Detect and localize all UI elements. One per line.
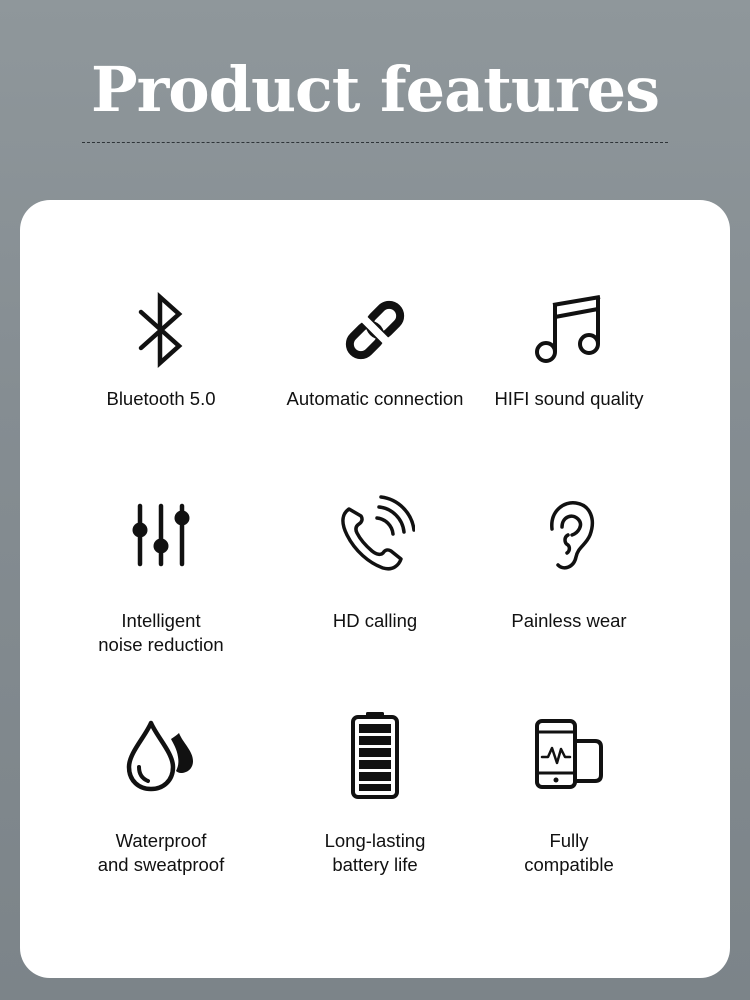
battery-icon xyxy=(275,710,475,800)
equalizer-icon xyxy=(61,490,261,580)
feature-painless-wear xyxy=(469,490,669,633)
feature-waterproof xyxy=(61,710,261,877)
feature-battery xyxy=(275,710,475,877)
feature-bluetooth xyxy=(61,285,261,411)
feature-hifi-sound xyxy=(469,285,669,411)
feature-label: Intelligent noise reduction xyxy=(98,610,224,655)
music-note-icon xyxy=(469,285,669,375)
feature-label: Automatic connection xyxy=(286,388,464,409)
phone-call-icon xyxy=(275,490,475,580)
ear-icon xyxy=(469,490,669,580)
feature-fully-compatible xyxy=(469,710,669,877)
title-divider xyxy=(82,142,668,143)
water-drop-icon xyxy=(61,710,261,800)
feature-label: Painless wear xyxy=(511,610,627,631)
feature-label: Fully compatible xyxy=(524,830,614,875)
page-title: Product features xyxy=(90,53,660,126)
feature-automatic-connection xyxy=(275,285,475,411)
phone-compatible-icon xyxy=(469,710,669,800)
feature-noise-reduction xyxy=(61,490,261,657)
feature-label: HIFI sound quality xyxy=(494,388,644,409)
feature-hd-calling xyxy=(275,490,475,633)
link-icon xyxy=(275,285,475,375)
feature-label: Bluetooth 5.0 xyxy=(106,388,216,409)
feature-label: Waterproof and sweatproof xyxy=(97,830,225,875)
feature-label: HD calling xyxy=(332,610,418,631)
feature-label: Long-lasting battery life xyxy=(324,830,426,875)
bluetooth-icon xyxy=(61,285,261,375)
